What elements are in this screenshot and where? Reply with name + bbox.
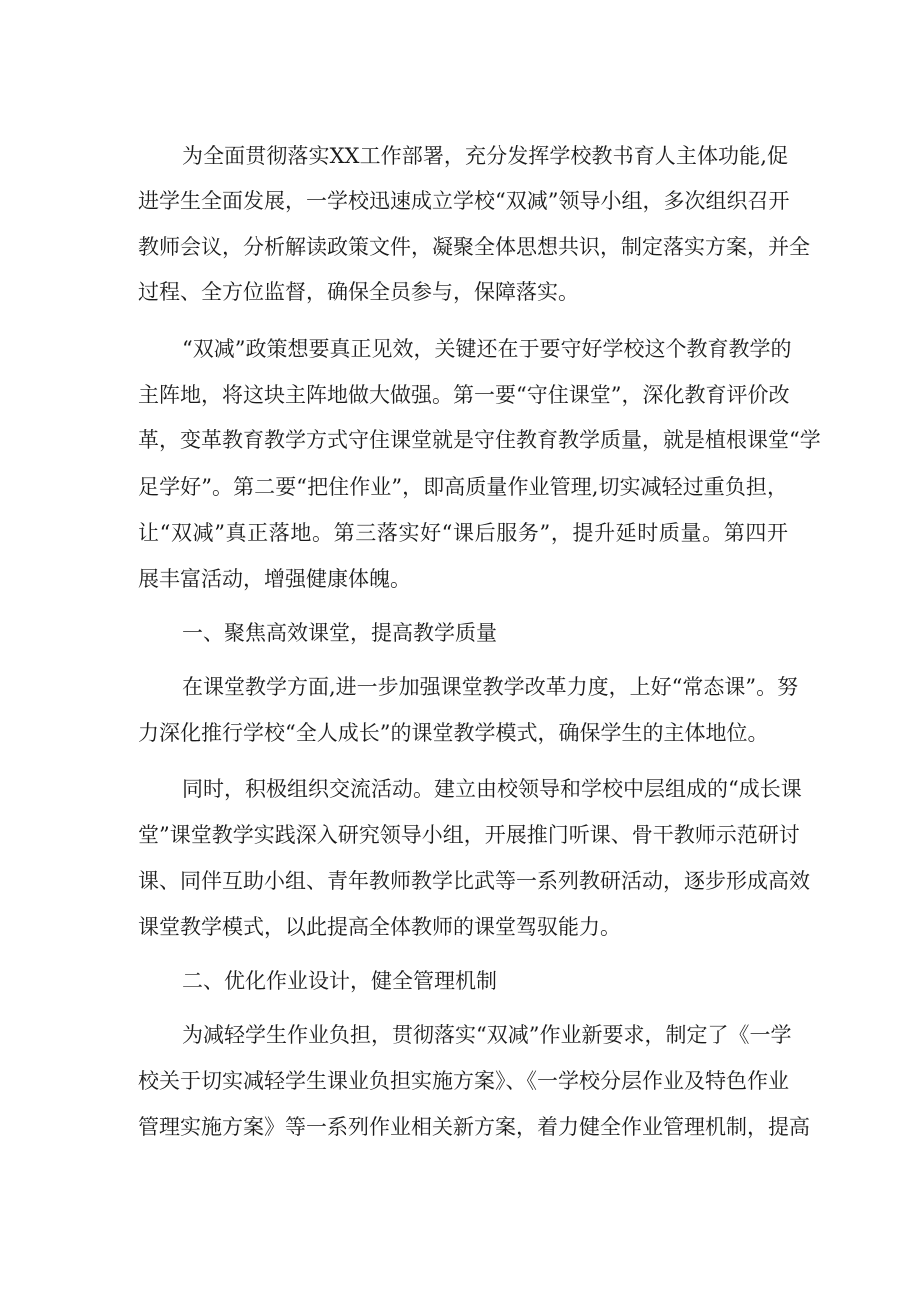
- paragraph-2-line-4: 足学好”。第二要“把住作业”，即高质量作业管理,切实减轻过重负担，: [138, 475, 788, 499]
- paragraph-5-line-2: 校关于切实减轻学生课业负担实施方案》、《一学校分层作业及特色作业: [138, 1069, 789, 1093]
- paragraph-3-line-2: 力深化推行学校“全人成长”的课堂教学模式，确保学生的主体地位。: [138, 721, 769, 745]
- paragraph-5-line-3: 管理实施方案》等一系列作业相关新方案，着力健全作业管理机制，提高: [138, 1115, 810, 1139]
- paragraph-2-line-5: 让“双减”真正落地。第三落实好“课后服务”，提升延时质量。第四开: [138, 521, 788, 545]
- paragraph-2-line-6: 展丰富活动，增强健康体魄。: [138, 567, 411, 591]
- paragraph-4-line-4: 课堂教学模式，以此提高全体教师的课堂驾驭能力。: [138, 915, 621, 939]
- paragraph-5-line-1: 为减轻学生作业负担，贯彻落实“双减”作业新要求，制定了《一学: [182, 1023, 792, 1047]
- section-heading-1: 一、聚焦高效课堂，提高教学质量: [182, 621, 497, 645]
- section-heading-2: 二、优化作业设计，健全管理机制: [182, 969, 497, 993]
- paragraph-2-line-1: “双减”政策想要真正见效，关键还在于要守好学校这个教育教学的: [182, 337, 792, 361]
- paragraph-3-line-1: 在课堂教学方面,进一步加强课堂教学改革力度，上好“常态课”。努: [182, 675, 799, 699]
- paragraph-4-line-2: 堂”课堂教学实践深入研究领导小组，开展推门听课、骨干教师示范研讨: [138, 823, 800, 847]
- paragraph-1-line-4: 过程、全方位监督，确保全员参与，保障落实。: [138, 280, 579, 304]
- paragraph-2-line-3: 革，变革教育教学方式守住课堂就是守住教育教学质量，就是植根课堂“学: [138, 428, 821, 452]
- paragraph-2-line-2: 主阵地，将这块主阵地做大做强。第一要“守住课堂”，深化教育评价改: [138, 383, 790, 407]
- paragraph-4-line-3: 课、同伴互助小组、青年教师教学比武等一系列教研活动，逐步形成高效: [138, 869, 810, 893]
- paragraph-1-line-3: 教师会议，分析解读政策文件，凝聚全体思想共识，制定落实方案，并全: [138, 235, 810, 259]
- paragraph-1-line-2: 进学生全面发展，一学校迅速成立学校“双减”领导小组，多次组织召开: [138, 189, 790, 213]
- paragraph-4-line-1: 同时，积极组织交流活动。建立由校领导和学校中层组成的“成长课: [182, 777, 802, 801]
- paragraph-1-line-1: 为全面贯彻落实XX工作部署，充分发挥学校教书育人主体功能,促: [182, 144, 788, 168]
